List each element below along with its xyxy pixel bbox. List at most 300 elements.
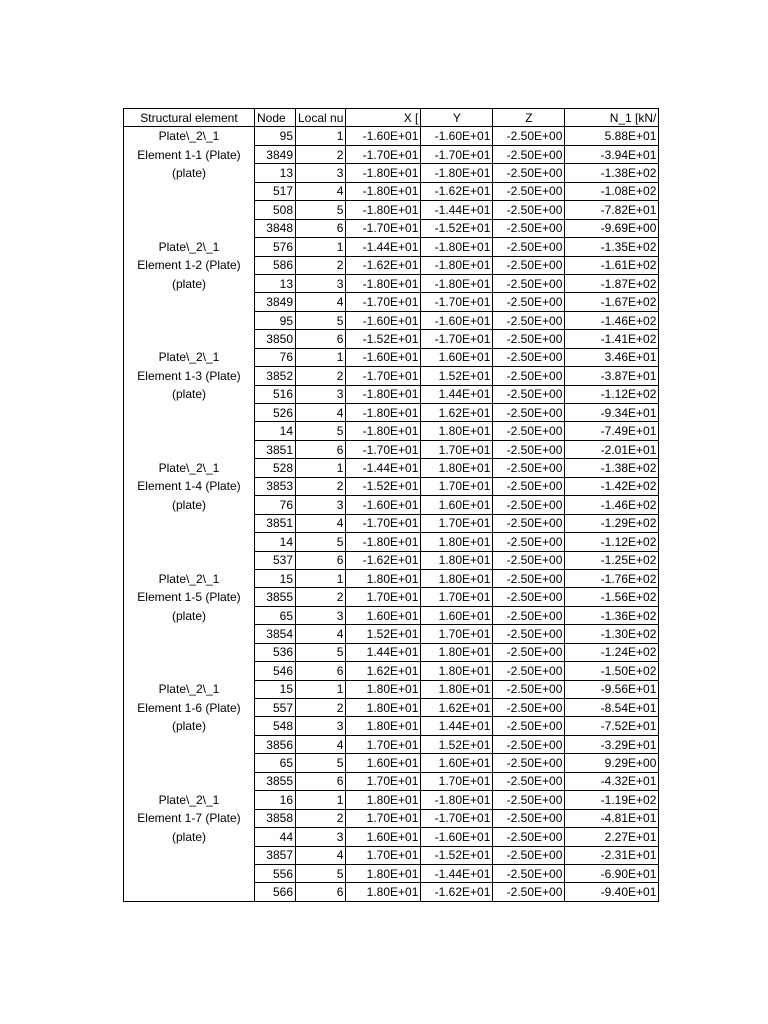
local-number-cell[interactable]: 2 bbox=[296, 145, 346, 163]
y-cell[interactable]: 1.70E+01 bbox=[421, 477, 493, 495]
node-cell[interactable]: 3851 bbox=[255, 440, 296, 458]
local-number-cell[interactable]: 5 bbox=[296, 864, 346, 882]
local-number-cell[interactable]: 1 bbox=[296, 569, 346, 587]
n1-cell[interactable]: -9.69E+00 bbox=[565, 219, 659, 237]
node-cell[interactable]: 557 bbox=[255, 699, 296, 717]
y-cell[interactable]: 1.80E+01 bbox=[421, 643, 493, 661]
n1-cell[interactable]: -4.81E+01 bbox=[565, 809, 659, 827]
y-cell[interactable]: -1.52E+01 bbox=[421, 219, 493, 237]
node-cell[interactable]: 3858 bbox=[255, 809, 296, 827]
z-cell[interactable]: -2.50E+00 bbox=[493, 367, 565, 385]
element-empty-cell[interactable] bbox=[124, 883, 255, 901]
element-plate-label[interactable]: Plate\_2\_1 bbox=[124, 238, 255, 256]
y-cell[interactable]: -1.80E+01 bbox=[421, 164, 493, 182]
element-plate-label[interactable]: Plate\_2\_1 bbox=[124, 459, 255, 477]
z-cell[interactable]: -2.50E+00 bbox=[493, 828, 565, 846]
x-cell[interactable]: -1.60E+01 bbox=[346, 127, 421, 145]
element-plate-label[interactable]: Plate\_2\_1 bbox=[124, 791, 255, 809]
y-cell[interactable]: -1.62E+01 bbox=[421, 182, 493, 200]
element-empty-cell[interactable] bbox=[124, 311, 255, 329]
element-plate-label[interactable]: Plate\_2\_1 bbox=[124, 348, 255, 366]
z-cell[interactable]: -2.50E+00 bbox=[493, 864, 565, 882]
local-number-cell[interactable]: 5 bbox=[296, 422, 346, 440]
header-structural-element[interactable]: Structural element bbox=[124, 109, 255, 127]
x-cell[interactable]: 1.60E+01 bbox=[346, 828, 421, 846]
node-cell[interactable]: 44 bbox=[255, 828, 296, 846]
header-x[interactable]: X [ bbox=[346, 109, 421, 127]
n1-cell[interactable]: -6.90E+01 bbox=[565, 864, 659, 882]
z-cell[interactable]: -2.50E+00 bbox=[493, 625, 565, 643]
x-cell[interactable]: -1.44E+01 bbox=[346, 459, 421, 477]
element-empty-cell[interactable] bbox=[124, 201, 255, 219]
z-cell[interactable]: -2.50E+00 bbox=[493, 846, 565, 864]
y-cell[interactable]: 1.80E+01 bbox=[421, 680, 493, 698]
y-cell[interactable]: 1.70E+01 bbox=[421, 772, 493, 790]
local-number-cell[interactable]: 1 bbox=[296, 459, 346, 477]
node-cell[interactable]: 15 bbox=[255, 680, 296, 698]
z-cell[interactable]: -2.50E+00 bbox=[493, 496, 565, 514]
local-number-cell[interactable]: 2 bbox=[296, 588, 346, 606]
n1-cell[interactable]: -9.40E+01 bbox=[565, 883, 659, 901]
y-cell[interactable]: 1.44E+01 bbox=[421, 717, 493, 735]
node-cell[interactable]: 14 bbox=[255, 422, 296, 440]
z-cell[interactable]: -2.50E+00 bbox=[493, 404, 565, 422]
element-empty-cell[interactable] bbox=[124, 864, 255, 882]
element-empty-cell[interactable] bbox=[124, 440, 255, 458]
n1-cell[interactable]: -7.52E+01 bbox=[565, 717, 659, 735]
x-cell[interactable]: 1.70E+01 bbox=[346, 809, 421, 827]
y-cell[interactable]: -1.80E+01 bbox=[421, 256, 493, 274]
node-cell[interactable]: 548 bbox=[255, 717, 296, 735]
node-cell[interactable]: 537 bbox=[255, 551, 296, 569]
element-type-label[interactable]: (plate) bbox=[124, 164, 255, 182]
node-cell[interactable]: 536 bbox=[255, 643, 296, 661]
node-cell[interactable]: 3857 bbox=[255, 846, 296, 864]
node-cell[interactable]: 3856 bbox=[255, 735, 296, 753]
local-number-cell[interactable]: 6 bbox=[296, 662, 346, 680]
element-empty-cell[interactable] bbox=[124, 219, 255, 237]
local-number-cell[interactable]: 6 bbox=[296, 772, 346, 790]
z-cell[interactable]: -2.50E+00 bbox=[493, 735, 565, 753]
y-cell[interactable]: 1.52E+01 bbox=[421, 735, 493, 753]
element-empty-cell[interactable] bbox=[124, 846, 255, 864]
x-cell[interactable]: -1.70E+01 bbox=[346, 219, 421, 237]
x-cell[interactable]: -1.80E+01 bbox=[346, 164, 421, 182]
n1-cell[interactable]: -3.94E+01 bbox=[565, 145, 659, 163]
local-number-cell[interactable]: 5 bbox=[296, 533, 346, 551]
n1-cell[interactable]: -1.50E+02 bbox=[565, 662, 659, 680]
node-cell[interactable]: 65 bbox=[255, 606, 296, 624]
z-cell[interactable]: -2.50E+00 bbox=[493, 201, 565, 219]
node-cell[interactable]: 556 bbox=[255, 864, 296, 882]
z-cell[interactable]: -2.50E+00 bbox=[493, 643, 565, 661]
element-empty-cell[interactable] bbox=[124, 772, 255, 790]
n1-cell[interactable]: -1.76E+02 bbox=[565, 569, 659, 587]
local-number-cell[interactable]: 6 bbox=[296, 551, 346, 569]
z-cell[interactable]: -2.50E+00 bbox=[493, 809, 565, 827]
n1-cell[interactable]: -1.38E+02 bbox=[565, 459, 659, 477]
node-cell[interactable]: 3849 bbox=[255, 145, 296, 163]
local-number-cell[interactable]: 3 bbox=[296, 164, 346, 182]
y-cell[interactable]: 1.80E+01 bbox=[421, 459, 493, 477]
n1-cell[interactable]: -1.25E+02 bbox=[565, 551, 659, 569]
element-name-label[interactable]: Element 1-7 (Plate) bbox=[124, 809, 255, 827]
y-cell[interactable]: 1.70E+01 bbox=[421, 440, 493, 458]
n1-cell[interactable]: -1.08E+02 bbox=[565, 182, 659, 200]
y-cell[interactable]: 1.60E+01 bbox=[421, 754, 493, 772]
n1-cell[interactable]: -9.56E+01 bbox=[565, 680, 659, 698]
element-plate-label[interactable]: Plate\_2\_1 bbox=[124, 127, 255, 145]
y-cell[interactable]: 1.62E+01 bbox=[421, 404, 493, 422]
local-number-cell[interactable]: 6 bbox=[296, 883, 346, 901]
x-cell[interactable]: 1.80E+01 bbox=[346, 680, 421, 698]
y-cell[interactable]: -1.80E+01 bbox=[421, 274, 493, 292]
local-number-cell[interactable]: 3 bbox=[296, 496, 346, 514]
element-type-label[interactable]: (plate) bbox=[124, 828, 255, 846]
n1-cell[interactable]: -9.34E+01 bbox=[565, 404, 659, 422]
header-y[interactable]: Y bbox=[421, 109, 493, 127]
x-cell[interactable]: -1.52E+01 bbox=[346, 330, 421, 348]
n1-cell[interactable]: -4.32E+01 bbox=[565, 772, 659, 790]
local-number-cell[interactable]: 4 bbox=[296, 404, 346, 422]
z-cell[interactable]: -2.50E+00 bbox=[493, 256, 565, 274]
node-cell[interactable]: 528 bbox=[255, 459, 296, 477]
y-cell[interactable]: 1.62E+01 bbox=[421, 699, 493, 717]
z-cell[interactable]: -2.50E+00 bbox=[493, 772, 565, 790]
z-cell[interactable]: -2.50E+00 bbox=[493, 791, 565, 809]
y-cell[interactable]: -1.60E+01 bbox=[421, 127, 493, 145]
node-cell[interactable]: 3853 bbox=[255, 477, 296, 495]
n1-cell[interactable]: -1.30E+02 bbox=[565, 625, 659, 643]
element-empty-cell[interactable] bbox=[124, 551, 255, 569]
y-cell[interactable]: -1.80E+01 bbox=[421, 791, 493, 809]
local-number-cell[interactable]: 4 bbox=[296, 846, 346, 864]
header-local-number[interactable]: Local nu bbox=[296, 109, 346, 127]
n1-cell[interactable]: -1.46E+02 bbox=[565, 496, 659, 514]
element-empty-cell[interactable] bbox=[124, 735, 255, 753]
x-cell[interactable]: -1.52E+01 bbox=[346, 477, 421, 495]
x-cell[interactable]: -1.70E+01 bbox=[346, 293, 421, 311]
z-cell[interactable]: -2.50E+00 bbox=[493, 606, 565, 624]
z-cell[interactable]: -2.50E+00 bbox=[493, 274, 565, 292]
node-cell[interactable]: 526 bbox=[255, 404, 296, 422]
local-number-cell[interactable]: 3 bbox=[296, 385, 346, 403]
x-cell[interactable]: 1.62E+01 bbox=[346, 662, 421, 680]
local-number-cell[interactable]: 6 bbox=[296, 330, 346, 348]
node-cell[interactable]: 3850 bbox=[255, 330, 296, 348]
element-name-label[interactable]: Element 1-3 (Plate) bbox=[124, 367, 255, 385]
n1-cell[interactable]: -1.29E+02 bbox=[565, 514, 659, 532]
x-cell[interactable]: 1.80E+01 bbox=[346, 717, 421, 735]
element-plate-label[interactable]: Plate\_2\_1 bbox=[124, 680, 255, 698]
z-cell[interactable]: -2.50E+00 bbox=[493, 348, 565, 366]
element-empty-cell[interactable] bbox=[124, 514, 255, 532]
y-cell[interactable]: -1.60E+01 bbox=[421, 828, 493, 846]
z-cell[interactable]: -2.50E+00 bbox=[493, 533, 565, 551]
node-cell[interactable]: 3849 bbox=[255, 293, 296, 311]
local-number-cell[interactable]: 3 bbox=[296, 717, 346, 735]
x-cell[interactable]: 1.70E+01 bbox=[346, 735, 421, 753]
z-cell[interactable]: -2.50E+00 bbox=[493, 551, 565, 569]
y-cell[interactable]: -1.62E+01 bbox=[421, 883, 493, 901]
z-cell[interactable]: -2.50E+00 bbox=[493, 883, 565, 901]
local-number-cell[interactable]: 5 bbox=[296, 201, 346, 219]
local-number-cell[interactable]: 1 bbox=[296, 791, 346, 809]
node-cell[interactable]: 76 bbox=[255, 348, 296, 366]
element-name-label[interactable]: Element 1-5 (Plate) bbox=[124, 588, 255, 606]
n1-cell[interactable]: -1.12E+02 bbox=[565, 385, 659, 403]
n1-cell[interactable]: -7.82E+01 bbox=[565, 201, 659, 219]
x-cell[interactable]: 1.60E+01 bbox=[346, 754, 421, 772]
local-number-cell[interactable]: 4 bbox=[296, 625, 346, 643]
n1-cell[interactable]: -1.41E+02 bbox=[565, 330, 659, 348]
local-number-cell[interactable]: 4 bbox=[296, 293, 346, 311]
local-number-cell[interactable]: 2 bbox=[296, 809, 346, 827]
element-empty-cell[interactable] bbox=[124, 404, 255, 422]
node-cell[interactable]: 95 bbox=[255, 311, 296, 329]
x-cell[interactable]: -1.44E+01 bbox=[346, 238, 421, 256]
n1-cell[interactable]: 5.88E+01 bbox=[565, 127, 659, 145]
y-cell[interactable]: 1.80E+01 bbox=[421, 569, 493, 587]
z-cell[interactable]: -2.50E+00 bbox=[493, 330, 565, 348]
x-cell[interactable]: -1.80E+01 bbox=[346, 422, 421, 440]
y-cell[interactable]: 1.60E+01 bbox=[421, 606, 493, 624]
x-cell[interactable]: 1.52E+01 bbox=[346, 625, 421, 643]
local-number-cell[interactable]: 3 bbox=[296, 828, 346, 846]
z-cell[interactable]: -2.50E+00 bbox=[493, 680, 565, 698]
node-cell[interactable]: 15 bbox=[255, 569, 296, 587]
z-cell[interactable]: -2.50E+00 bbox=[493, 569, 565, 587]
local-number-cell[interactable]: 5 bbox=[296, 311, 346, 329]
y-cell[interactable]: 1.70E+01 bbox=[421, 625, 493, 643]
x-cell[interactable]: -1.70E+01 bbox=[346, 145, 421, 163]
z-cell[interactable]: -2.50E+00 bbox=[493, 717, 565, 735]
n1-cell[interactable]: -1.67E+02 bbox=[565, 293, 659, 311]
z-cell[interactable]: -2.50E+00 bbox=[493, 293, 565, 311]
y-cell[interactable]: 1.80E+01 bbox=[421, 662, 493, 680]
n1-cell[interactable]: -8.54E+01 bbox=[565, 699, 659, 717]
node-cell[interactable]: 3855 bbox=[255, 772, 296, 790]
z-cell[interactable]: -2.50E+00 bbox=[493, 588, 565, 606]
x-cell[interactable]: -1.70E+01 bbox=[346, 514, 421, 532]
n1-cell[interactable]: -7.49E+01 bbox=[565, 422, 659, 440]
y-cell[interactable]: -1.70E+01 bbox=[421, 330, 493, 348]
y-cell[interactable]: -1.44E+01 bbox=[421, 864, 493, 882]
x-cell[interactable]: -1.62E+01 bbox=[346, 256, 421, 274]
element-type-label[interactable]: (plate) bbox=[124, 606, 255, 624]
x-cell[interactable]: 1.80E+01 bbox=[346, 569, 421, 587]
x-cell[interactable]: -1.70E+01 bbox=[346, 440, 421, 458]
z-cell[interactable]: -2.50E+00 bbox=[493, 182, 565, 200]
x-cell[interactable]: -1.80E+01 bbox=[346, 385, 421, 403]
n1-cell[interactable]: -1.36E+02 bbox=[565, 606, 659, 624]
y-cell[interactable]: -1.44E+01 bbox=[421, 201, 493, 219]
node-cell[interactable]: 3851 bbox=[255, 514, 296, 532]
x-cell[interactable]: 1.44E+01 bbox=[346, 643, 421, 661]
n1-cell[interactable]: -1.12E+02 bbox=[565, 533, 659, 551]
x-cell[interactable]: -1.80E+01 bbox=[346, 201, 421, 219]
local-number-cell[interactable]: 3 bbox=[296, 274, 346, 292]
node-cell[interactable]: 3852 bbox=[255, 367, 296, 385]
header-n1[interactable]: N_1 [kN/ bbox=[565, 109, 659, 127]
n1-cell[interactable]: -1.38E+02 bbox=[565, 164, 659, 182]
node-cell[interactable]: 586 bbox=[255, 256, 296, 274]
local-number-cell[interactable]: 2 bbox=[296, 367, 346, 385]
local-number-cell[interactable]: 4 bbox=[296, 182, 346, 200]
element-empty-cell[interactable] bbox=[124, 182, 255, 200]
element-empty-cell[interactable] bbox=[124, 643, 255, 661]
local-number-cell[interactable]: 4 bbox=[296, 735, 346, 753]
n1-cell[interactable]: 2.27E+01 bbox=[565, 828, 659, 846]
element-empty-cell[interactable] bbox=[124, 422, 255, 440]
y-cell[interactable]: -1.52E+01 bbox=[421, 846, 493, 864]
x-cell[interactable]: 1.70E+01 bbox=[346, 772, 421, 790]
local-number-cell[interactable]: 5 bbox=[296, 754, 346, 772]
z-cell[interactable]: -2.50E+00 bbox=[493, 145, 565, 163]
node-cell[interactable]: 16 bbox=[255, 791, 296, 809]
element-empty-cell[interactable] bbox=[124, 662, 255, 680]
n1-cell[interactable]: -2.31E+01 bbox=[565, 846, 659, 864]
node-cell[interactable]: 13 bbox=[255, 164, 296, 182]
y-cell[interactable]: -1.80E+01 bbox=[421, 238, 493, 256]
y-cell[interactable]: 1.80E+01 bbox=[421, 533, 493, 551]
local-number-cell[interactable]: 4 bbox=[296, 514, 346, 532]
z-cell[interactable]: -2.50E+00 bbox=[493, 311, 565, 329]
n1-cell[interactable]: -1.24E+02 bbox=[565, 643, 659, 661]
element-type-label[interactable]: (plate) bbox=[124, 385, 255, 403]
node-cell[interactable]: 65 bbox=[255, 754, 296, 772]
n1-cell[interactable]: -1.87E+02 bbox=[565, 274, 659, 292]
z-cell[interactable]: -2.50E+00 bbox=[493, 754, 565, 772]
z-cell[interactable]: -2.50E+00 bbox=[493, 459, 565, 477]
header-node[interactable]: Node bbox=[255, 109, 296, 127]
n1-cell[interactable]: -3.29E+01 bbox=[565, 735, 659, 753]
element-empty-cell[interactable] bbox=[124, 625, 255, 643]
z-cell[interactable]: -2.50E+00 bbox=[493, 127, 565, 145]
z-cell[interactable]: -2.50E+00 bbox=[493, 385, 565, 403]
y-cell[interactable]: 1.80E+01 bbox=[421, 551, 493, 569]
node-cell[interactable]: 566 bbox=[255, 883, 296, 901]
node-cell[interactable]: 517 bbox=[255, 182, 296, 200]
header-z[interactable]: Z bbox=[493, 109, 565, 127]
z-cell[interactable]: -2.50E+00 bbox=[493, 514, 565, 532]
y-cell[interactable]: 1.44E+01 bbox=[421, 385, 493, 403]
local-number-cell[interactable]: 2 bbox=[296, 699, 346, 717]
y-cell[interactable]: -1.60E+01 bbox=[421, 311, 493, 329]
y-cell[interactable]: -1.70E+01 bbox=[421, 145, 493, 163]
element-name-label[interactable]: Element 1-1 (Plate) bbox=[124, 145, 255, 163]
z-cell[interactable]: -2.50E+00 bbox=[493, 477, 565, 495]
node-cell[interactable]: 576 bbox=[255, 238, 296, 256]
n1-cell[interactable]: -1.61E+02 bbox=[565, 256, 659, 274]
n1-cell[interactable]: -1.46E+02 bbox=[565, 311, 659, 329]
n1-cell[interactable]: -1.42E+02 bbox=[565, 477, 659, 495]
x-cell[interactable]: 1.80E+01 bbox=[346, 699, 421, 717]
x-cell[interactable]: -1.60E+01 bbox=[346, 496, 421, 514]
n1-cell[interactable]: -1.19E+02 bbox=[565, 791, 659, 809]
n1-cell[interactable]: 9.29E+00 bbox=[565, 754, 659, 772]
element-empty-cell[interactable] bbox=[124, 754, 255, 772]
local-number-cell[interactable]: 2 bbox=[296, 256, 346, 274]
x-cell[interactable]: -1.62E+01 bbox=[346, 551, 421, 569]
y-cell[interactable]: 1.80E+01 bbox=[421, 422, 493, 440]
z-cell[interactable]: -2.50E+00 bbox=[493, 219, 565, 237]
local-number-cell[interactable]: 1 bbox=[296, 127, 346, 145]
y-cell[interactable]: 1.52E+01 bbox=[421, 367, 493, 385]
z-cell[interactable]: -2.50E+00 bbox=[493, 164, 565, 182]
element-name-label[interactable]: Element 1-4 (Plate) bbox=[124, 477, 255, 495]
node-cell[interactable]: 3848 bbox=[255, 219, 296, 237]
y-cell[interactable]: 1.70E+01 bbox=[421, 514, 493, 532]
x-cell[interactable]: -1.80E+01 bbox=[346, 533, 421, 551]
x-cell[interactable]: -1.70E+01 bbox=[346, 367, 421, 385]
n1-cell[interactable]: 3.46E+01 bbox=[565, 348, 659, 366]
local-number-cell[interactable]: 5 bbox=[296, 643, 346, 661]
node-cell[interactable]: 3855 bbox=[255, 588, 296, 606]
x-cell[interactable]: -1.80E+01 bbox=[346, 182, 421, 200]
element-empty-cell[interactable] bbox=[124, 533, 255, 551]
z-cell[interactable]: -2.50E+00 bbox=[493, 422, 565, 440]
y-cell[interactable]: -1.70E+01 bbox=[421, 809, 493, 827]
node-cell[interactable]: 516 bbox=[255, 385, 296, 403]
node-cell[interactable]: 95 bbox=[255, 127, 296, 145]
x-cell[interactable]: 1.80E+01 bbox=[346, 883, 421, 901]
node-cell[interactable]: 14 bbox=[255, 533, 296, 551]
local-number-cell[interactable]: 1 bbox=[296, 348, 346, 366]
local-number-cell[interactable]: 3 bbox=[296, 606, 346, 624]
element-plate-label[interactable]: Plate\_2\_1 bbox=[124, 569, 255, 587]
element-type-label[interactable]: (plate) bbox=[124, 717, 255, 735]
element-empty-cell[interactable] bbox=[124, 293, 255, 311]
y-cell[interactable]: 1.70E+01 bbox=[421, 588, 493, 606]
local-number-cell[interactable]: 2 bbox=[296, 477, 346, 495]
x-cell[interactable]: 1.80E+01 bbox=[346, 864, 421, 882]
y-cell[interactable]: -1.70E+01 bbox=[421, 293, 493, 311]
element-type-label[interactable]: (plate) bbox=[124, 496, 255, 514]
n1-cell[interactable]: -1.56E+02 bbox=[565, 588, 659, 606]
x-cell[interactable]: 1.70E+01 bbox=[346, 846, 421, 864]
y-cell[interactable]: 1.60E+01 bbox=[421, 496, 493, 514]
node-cell[interactable]: 76 bbox=[255, 496, 296, 514]
x-cell[interactable]: -1.80E+01 bbox=[346, 404, 421, 422]
element-name-label[interactable]: Element 1-6 (Plate) bbox=[124, 699, 255, 717]
element-empty-cell[interactable] bbox=[124, 330, 255, 348]
y-cell[interactable]: 1.60E+01 bbox=[421, 348, 493, 366]
local-number-cell[interactable]: 6 bbox=[296, 440, 346, 458]
node-cell[interactable]: 508 bbox=[255, 201, 296, 219]
element-type-label[interactable]: (plate) bbox=[124, 274, 255, 292]
node-cell[interactable]: 546 bbox=[255, 662, 296, 680]
n1-cell[interactable]: -1.35E+02 bbox=[565, 238, 659, 256]
x-cell[interactable]: 1.80E+01 bbox=[346, 791, 421, 809]
x-cell[interactable]: 1.60E+01 bbox=[346, 606, 421, 624]
n1-cell[interactable]: -2.01E+01 bbox=[565, 440, 659, 458]
x-cell[interactable]: -1.60E+01 bbox=[346, 348, 421, 366]
z-cell[interactable]: -2.50E+00 bbox=[493, 699, 565, 717]
z-cell[interactable]: -2.50E+00 bbox=[493, 238, 565, 256]
node-cell[interactable]: 13 bbox=[255, 274, 296, 292]
n1-cell[interactable]: -3.87E+01 bbox=[565, 367, 659, 385]
local-number-cell[interactable]: 1 bbox=[296, 238, 346, 256]
x-cell[interactable]: -1.80E+01 bbox=[346, 274, 421, 292]
x-cell[interactable]: 1.70E+01 bbox=[346, 588, 421, 606]
node-cell[interactable]: 3854 bbox=[255, 625, 296, 643]
z-cell[interactable]: -2.50E+00 bbox=[493, 440, 565, 458]
local-number-cell[interactable]: 1 bbox=[296, 680, 346, 698]
local-number-cell[interactable]: 6 bbox=[296, 219, 346, 237]
element-name-label[interactable]: Element 1-2 (Plate) bbox=[124, 256, 255, 274]
x-cell[interactable]: -1.60E+01 bbox=[346, 311, 421, 329]
